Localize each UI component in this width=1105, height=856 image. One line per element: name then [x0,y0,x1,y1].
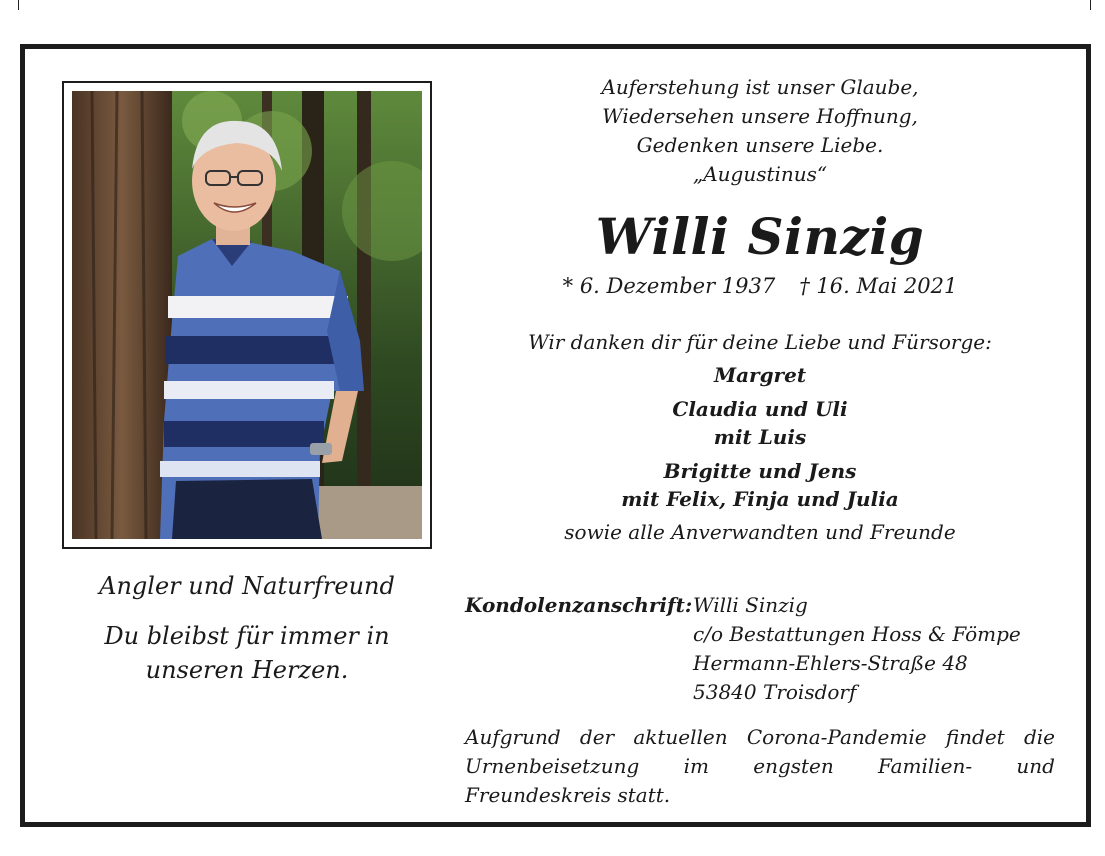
portrait-illustration [72,91,422,539]
address-line-2: c/o Bestattungen Hoss & Fömpe [693,622,1021,646]
family-member-margret: Margret [713,363,807,387]
thanks-text: Wir danken dir für deine Liebe und Fürsorge: [528,330,992,354]
family-member-brigitte-jens: Brigitte und Jens [663,459,857,483]
family-member-grandchildren: mit Felix, Finja und Julia [621,487,899,511]
crop-mark-left [18,0,19,10]
birth-date: * 6. Dezember 1937 [562,274,776,298]
deceased-name: Willi Sinzig [595,207,925,266]
family-member-luis: mit Luis [713,425,807,449]
portrait-frame [62,81,432,549]
quote-line-2: Wiedersehen unsere Hoffnung, [602,104,918,128]
death-date: † 16. Mai 2021 [799,274,958,298]
condolence-label: Kondolenzanschrift: [465,593,693,617]
life-dates [465,271,1055,301]
quote-author: „Augustinus“ [692,162,828,186]
relatives-text: sowie alle Anverwandten und Freunde [564,520,956,544]
family-member-claudia-uli: Claudia und Uli [672,397,848,421]
quote-line-1: Auferstehung ist unser Glaube, [601,75,919,99]
condolence-address-lines [693,591,1021,707]
obituary-frame [20,44,1091,827]
burial-notice: Aufgrund der aktuellen Corona-Pandemie findet die Urnenbeisetzung im engsten Familien- und Freundeskreis statt. [465,725,1055,807]
quote-line-3: Gedenken unsere Liebe. [636,133,884,157]
address-line-1: Willi Sinzig [693,593,808,617]
crop-mark-right [1090,0,1091,10]
quote [465,73,1055,160]
farewell-line-1: Du bleibst für immer in [104,622,390,650]
farewell-line-2: unseren Herzen. [145,656,349,684]
farewell-text [62,619,432,687]
portrait-photo [72,91,422,539]
address-line-4: 53840 Troisdorf [693,680,857,704]
address-line-3: Hermann-Ehlers-Straße 48 [693,651,968,675]
hobby-text: Angler und Naturfreund [99,572,395,600]
obituary-text-column [465,73,1055,807]
